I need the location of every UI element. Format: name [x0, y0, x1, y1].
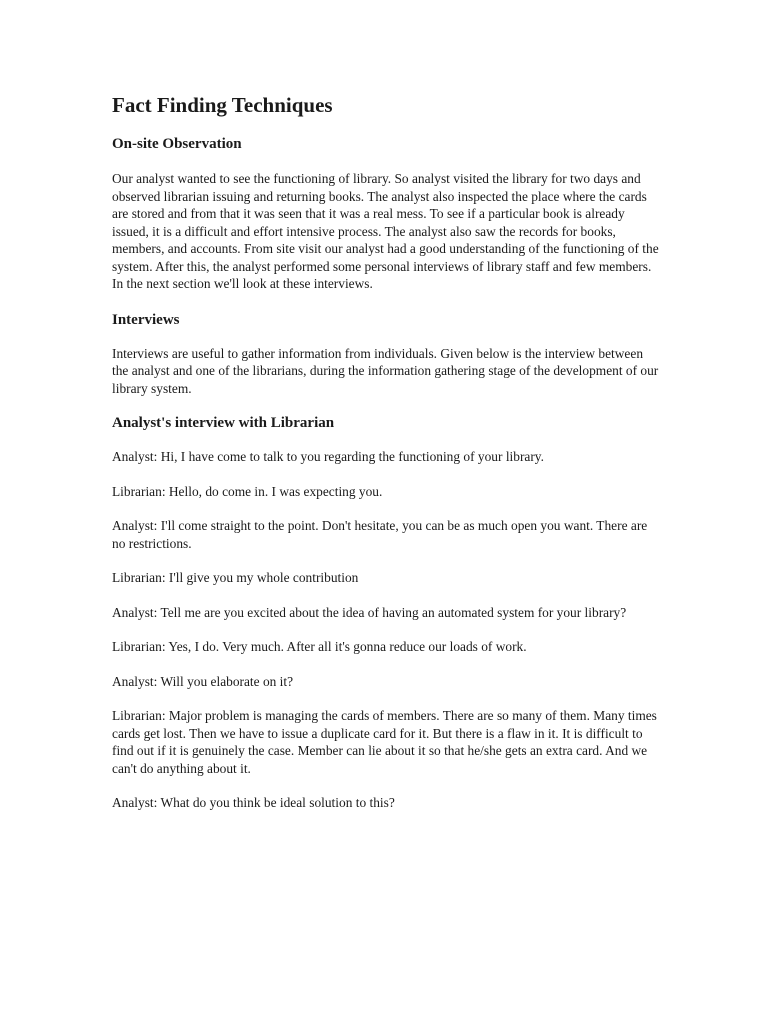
dialogue-line: Librarian: Major problem is managing the cards of members. There are so many of them. Many times cards get lost. Then we have to issue a duplicate card for it. But there is a flaw in it. It is difficult to find out if it is genuinely the case. Member can lie about it so that he/she gets an extra card. And we can't do anything about it. — [112, 708, 657, 776]
dialogue-line: Analyst: What do you think be ideal solution to this? — [112, 795, 395, 810]
section-heading-onsite-observation: On-site Observation — [112, 136, 242, 152]
dialogue-line: Librarian: I'll give you my whole contribution — [112, 570, 359, 585]
paragraph-interviews: Interviews are useful to gather information from individuals. Given below is the interview between the analyst and one of the librarians, during the information gathering stage of the development of our library system. — [112, 345, 659, 396]
section-heading-librarian-interview: Analyst's interview with Librarian — [112, 415, 335, 431]
dialogue-line: Librarian: Yes, I do. Very much. After all it's gonna reduce our loads of work. — [112, 639, 527, 654]
document-page — [112, 92, 660, 812]
dialogue-line: Librarian: Hello, do come in. I was expecting you. — [112, 483, 383, 499]
document-title: Fact Finding Techniques — [112, 93, 333, 117]
section-heading-interviews: Interviews — [112, 311, 180, 328]
interview-dialogue — [112, 448, 660, 812]
paragraph-onsite-observation: Our analyst wanted to see the functioning of library. So analyst visited the library for two days and observed librarian issuing and returning books. The analyst also inspected the place where the cards are stored and from that it was seen that it was a real mess. To see if a particular book is already issued, it is a difficult and effort intensive process. The analyst also saw the records for books, members, and accounts. From site visit our analyst had a good understanding of the functioning of the system. After this, the analyst performed some personal interviews of library staff and few members. In the next section we'll look at these interviews. — [112, 171, 659, 291]
dialogue-line: Analyst: I'll come straight to the point. Don't hesitate, you can be as much open you want. There are no restrictions. — [112, 518, 648, 551]
dialogue-line: Analyst: Tell me are you excited about the idea of having an automated system for your library? — [112, 604, 627, 620]
dialogue-line: Analyst: Hi, I have come to talk to you regarding the functioning of your library. — [112, 449, 544, 464]
dialogue-line: Analyst: Will you elaborate on it? — [112, 673, 294, 689]
